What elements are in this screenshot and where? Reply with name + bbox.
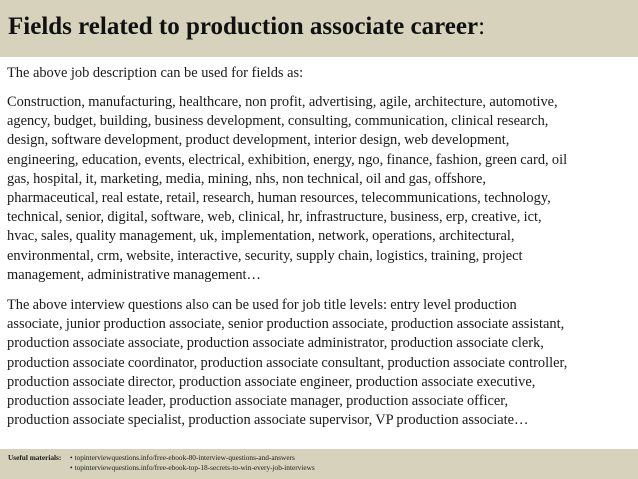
levels-line: production associate coordinator, production associate consultant, production associate controller, [7,354,568,371]
footer-row [8,463,638,473]
bullet-icon: • [70,453,73,462]
bullet-icon: • [70,463,73,472]
fields-line: engineering, education, events, electrical, exhibition, energy, ngo, finance, fashion, green card, oil [7,151,568,168]
footer-link-item [70,453,295,463]
levels-line: associate, junior production associate, senior production associate, production associate assistant, [7,316,565,333]
footer-bar [0,449,638,479]
fields-line: pharmaceutical, real estate, retail, research, human resources, telecommunications, technology, [7,190,551,207]
page-title [8,12,638,42]
levels-line: production associate leader, production associate manager, production associate officer, [7,393,509,410]
title-bar [0,0,638,57]
fields-line: Construction, manufacturing, healthcare, non profit, advertising, agile, architecture, automotive, [7,94,558,110]
fields-line: agency, budget, building, business development, consulting, communication, clinical research, [7,113,549,130]
levels-line: production associate director, production associate engineer, production associate executive, [7,373,536,390]
page-title-colon: : [478,13,486,40]
page-title-text: Fields related to production associate career [8,13,479,40]
intro-text: The above job description can be used for fields as: [7,65,304,81]
fields-line: management, administrative management… [7,266,261,283]
footer-link[interactable]: topinterviewquestions.info/free-ebook-80-interview-questions-and-answers [74,453,295,462]
fields-line: technical, senior, digital, software, web, clinical, hr, infrastructure, business, erp, creative, ict, [7,209,542,226]
levels-line: production associate specialist, production associate supervisor, VP production associate… [7,412,529,429]
footer-link[interactable]: topinterviewquestions.info/free-ebook-top-18-secrets-to-win-every-job-interviews [74,463,315,472]
footer-link-item [70,463,315,473]
footer-label-spacer [8,463,70,473]
fields-line: gas, hospital, it, marketing, media, mining, nhs, non technical, oil and gas, offshore, [7,170,486,187]
levels-paragraph [7,296,633,430]
fields-line: design, software development, product development, interior design, web development, [7,132,510,149]
footer-label: Useful materials: [8,453,62,462]
slide-content [7,64,633,441]
levels-line: production associate associate, production associate administrator, production associate clerk, [7,335,544,352]
fields-line: environmental, crm, website, interactive, security, supply chain, logistics, training, project [7,247,523,264]
levels-line: The above interview questions also can be used for job title levels: entry level production [7,297,517,314]
fields-paragraph [7,93,633,285]
fields-line: hvac, sales, quality management, uk, implementation, network, operations, architectural, [7,228,515,245]
footer-row [8,453,638,463]
